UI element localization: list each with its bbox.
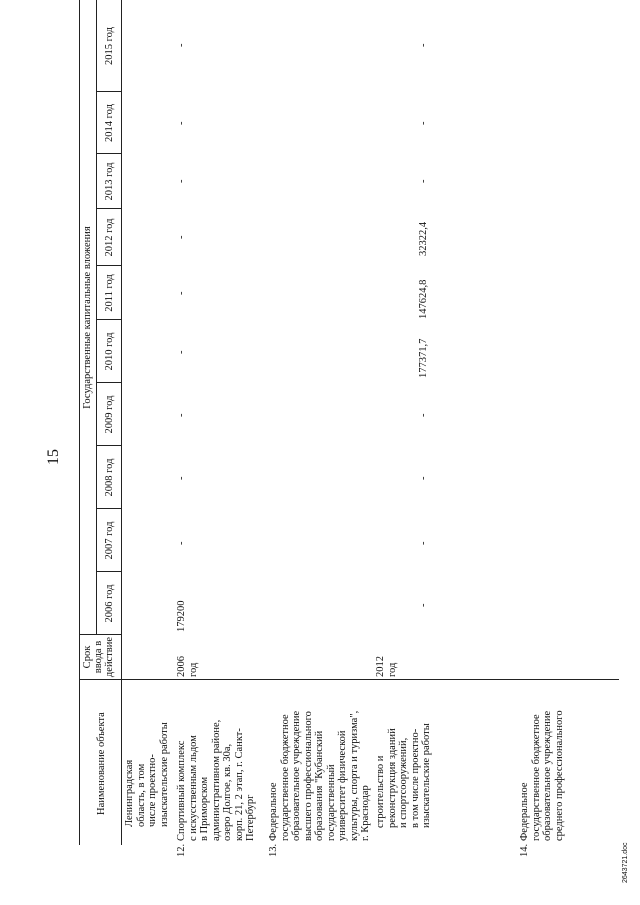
row-1-v2015: - — [176, 43, 187, 47]
row-1-v2010: - — [176, 350, 187, 354]
year-2011: 2011 год — [104, 274, 115, 312]
row-2-name: Федеральное государственное бюджетное образовательное учреждение высшего профессионального образования "Кубанский государственный университет физической культуры, спорта и туризма", г. Краснодар — [268, 710, 371, 841]
year-2012: 2012 год — [104, 218, 115, 257]
header-group: Государственные капитальные вложения — [82, 226, 93, 409]
row-1-v2008: - — [176, 476, 187, 480]
row-1-v2006: 179200 — [176, 600, 187, 632]
footer-filename: 2643721.doc — [622, 842, 629, 883]
row-3-v2008: - — [418, 476, 429, 480]
row-3-v2009: - — [418, 413, 429, 417]
group-header-line — [96, 0, 97, 635]
row-1-v2014: - — [176, 121, 187, 125]
row-3-v2006: - — [418, 603, 429, 607]
year-2015: 2015 год — [104, 27, 115, 65]
row-1-v2011: - — [176, 291, 187, 295]
year-2014: 2014 год — [104, 104, 115, 142]
row-1-v2013: - — [176, 179, 187, 183]
year-2010: 2010 год — [104, 332, 115, 371]
table-top-line — [79, 0, 80, 845]
row-2-num: 13. — [268, 843, 279, 857]
row-4-name: Федеральное государственное бюджетное образовательное учреждение среднего профессионального — [519, 710, 565, 841]
vline-name-term — [79, 679, 619, 680]
row-3-v2014: - — [418, 121, 429, 125]
header-bottom-line — [121, 0, 122, 845]
year-2007: 2007 год — [104, 521, 115, 560]
header-term: Срок ввода в действие — [82, 636, 115, 678]
row-1-v2012: - — [176, 235, 187, 239]
row-3-name: строительство и реконструкция зданий и спортсооружений, в том числе проектно- изыскательские работы — [375, 723, 432, 828]
header-name: Наименование объекта — [96, 712, 107, 815]
row-3-v2007: - — [418, 541, 429, 545]
row-0-name: Ленинградская область, в том числе проектно- изыскательские работы — [124, 722, 170, 827]
page-number: 15 — [45, 449, 62, 465]
year-2009: 2009 год — [104, 395, 115, 434]
year-2006: 2006 год — [104, 584, 115, 623]
year-2008: 2008 год — [104, 458, 115, 497]
year-2013: 2013 год — [104, 162, 115, 201]
row-1-v2009: - — [176, 413, 187, 417]
row-3-v2011: 147624,8 — [418, 279, 429, 319]
row-3-v2010: 177371,7 — [418, 338, 429, 378]
row-1-name: Спортивный комплекс с искусственным льдом в Приморском административном районе, озеро Долгое, кв. 30а, корп. 21, 2 этап, г. Санкт- Петербург — [176, 719, 256, 841]
row-4-num: 14. — [519, 843, 530, 857]
row-3-v2013: - — [418, 179, 429, 183]
row-3-v2015: - — [418, 43, 429, 47]
row-3-term: 2012 год — [375, 656, 398, 677]
row-1-num: 12. — [176, 843, 187, 857]
row-1-term: 2006 год — [176, 656, 199, 677]
row-1-v2007: - — [176, 541, 187, 545]
row-3-v2012: 32322,4 — [418, 221, 429, 256]
